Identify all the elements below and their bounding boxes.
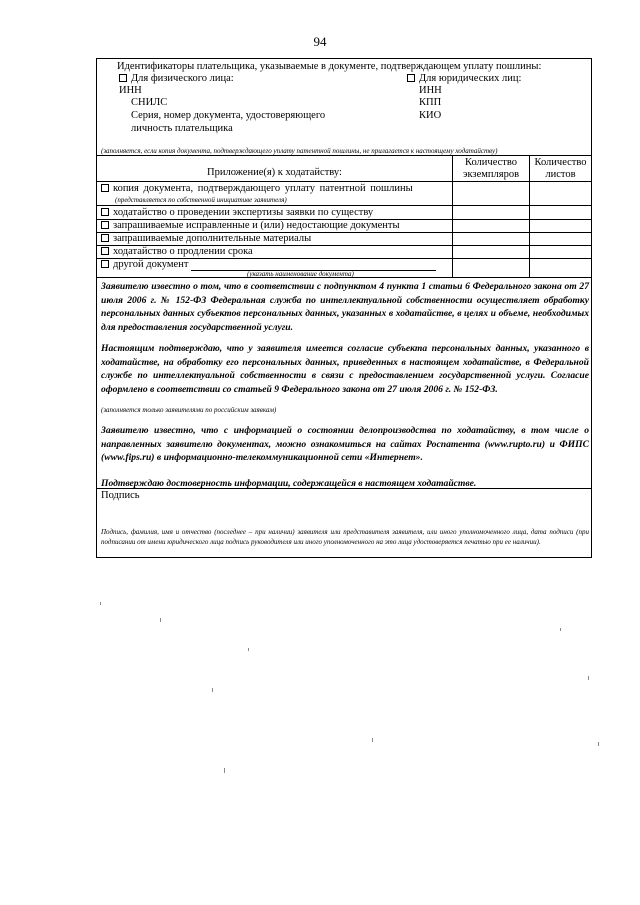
attachment-checkbox[interactable] [101,184,109,192]
attachment-label: запрашиваемые дополнительные материалы [113,233,312,244]
legal-checkbox[interactable] [407,74,415,82]
attachment-note: (указать наименование документа) [247,270,354,278]
signature-note: Подпись, фамилия, имя и отчество (последнее – при наличии) заявителя или представителя заявителя, или иного уполномоченного лица, дата подписи (при подписании от имени юридического лица подпись руководителя или иного уполномоченного на это лица удостоверяется печатью при ее наличии). [101,528,589,546]
individual-doc: Серия, номер документа, удостоверяющего [131,110,326,121]
attachment-checkbox[interactable] [101,260,109,268]
attachment-label: копия документа, подтверждающего уплату патентной пошлины [113,183,413,194]
page-number: 94 [313,34,327,49]
attachments-header: Приложение(я) к ходатайству: [207,167,342,178]
sheets-column-header: Количество листов [534,157,587,180]
attachment-checkbox[interactable] [101,247,109,255]
attachment-label: другой документ [113,259,189,270]
attachment-row-extension[interactable] [101,246,253,258]
legal-option[interactable] [407,73,521,85]
attachment-row-examination[interactable] [101,207,373,219]
attachment-checkbox[interactable] [101,208,109,216]
attachment-label: ходатайство о проведении экспертизы заявки по существу [113,207,374,218]
payer-header: Идентификаторы плательщика, указываемые в документе, подтверждающем уплату пошлины: [117,61,542,72]
payer-note: (заполняется, если копия документа, подтверждающего уплату патентной пошлины, не прилагается к настоящему ходатайству) [101,147,498,155]
petition-form [96,58,592,558]
individual-label: Для физического лица: [131,73,234,84]
individual-identity: личность плательщика [131,123,233,134]
legal-inn: ИНН [419,85,442,96]
attachment-label: ходатайство о продлении срока [113,246,253,257]
notice-consent: Настоящим подтверждаю, что у заявителя имеется согласие субъекта персональных данных, указанного в ходатайстве, на обработку его персональных данных, приведенных в настоящем ходатайстве, в Федеральной службе по интеллектуальной собственности в связи с предоставлением государственной услуги. Согласие оформлено в соответствии со статьей 9 Федерального закона от 27 июля 2006 г. № 152-ФЗ. [101,343,589,395]
legal-kpp: КПП [419,97,442,108]
notice-status-info: Заявителю известно, что с информацией о состоянии делопроизводства по ходатайству, в том числе о направленных заявителю документах, можно ознакомиться на сайтах Роспатента (www.rupto.ru) и ФИПС (www.fips.ru) в информационно-телекоммуникационной сети «Интернет». [101,425,589,464]
legal-kio: КИО [419,110,442,121]
individual-snils: СНИЛС [131,97,168,108]
legal-label: Для юридических лиц: [419,73,522,84]
attachment-note: (представляется по собственной инициативе заявителя) [115,196,287,204]
signature-label: Подпись [101,490,140,501]
attachment-row-corrected[interactable] [101,220,400,232]
attachment-checkbox[interactable] [101,234,109,242]
consent-note: (заполняется только заявителями по российским заявкам) [101,406,277,414]
copies-column-header: Количество экземпляров [462,157,520,180]
individual-option[interactable] [119,73,234,85]
individual-checkbox[interactable] [119,74,127,82]
attachment-row-additional[interactable] [101,233,311,245]
notice-personal-data: Заявителю известно о том, что в соответствии с подпунктом 4 пункта 1 статьи 6 Федерального закона от 27 июля 2006 г. № 152-ФЗ Федеральная служба по интеллектуальной собственности осуществляет обработку персональных данных субъектов персональных данных, указанных в ходатайстве, в целях и объеме, необходимых для предоставления государственной услуги. [101,281,589,333]
attachment-row-payment[interactable] [101,183,449,195]
attachment-label: запрашиваемые исправленные и (или) недостающие документы [113,220,400,231]
individual-inn: ИНН [119,85,142,96]
attachment-checkbox[interactable] [101,221,109,229]
confirm-statement: Подтверждаю достоверность информации, содержащейся в настоящем ходатайстве. [101,478,477,489]
